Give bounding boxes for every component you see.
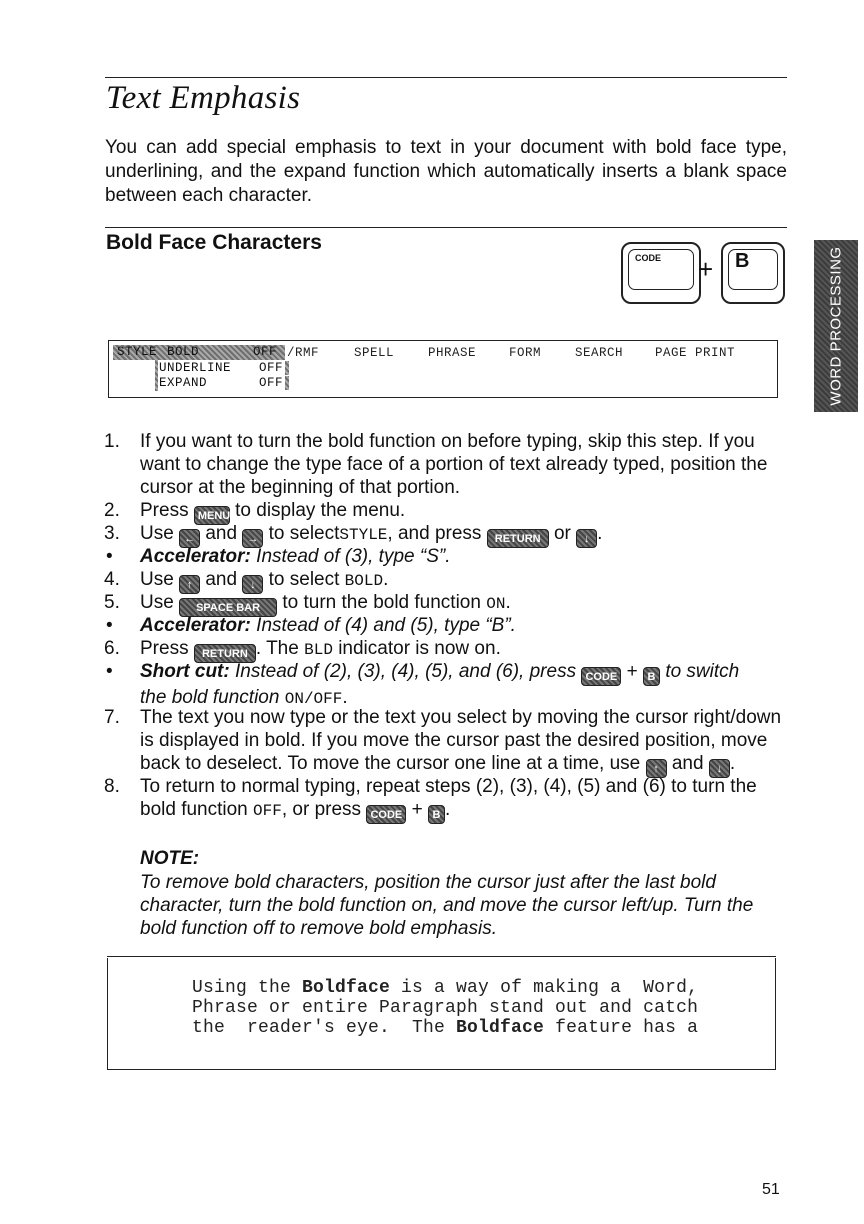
section-title: Bold Face Characters — [106, 231, 322, 254]
space-bar-key-icon: SPACE BAR — [179, 598, 277, 617]
note-heading: NOTE: — [140, 848, 200, 869]
down-arrow-key-icon: ↓ — [242, 575, 263, 594]
code-key-illustration: CODE — [621, 242, 701, 304]
b-key-icon: B — [428, 805, 445, 824]
menu-item-form: FORM — [509, 346, 542, 360]
menu-key-icon: MENU — [194, 506, 230, 525]
down-arrow-key-icon: ↓ — [576, 529, 597, 548]
submenu-underline: UNDERLINE OFF — [157, 361, 285, 375]
return-key-icon: RETURN — [487, 529, 549, 548]
up-arrow-key-icon: ↑ — [179, 575, 200, 594]
sample-text-box — [107, 958, 776, 1070]
right-arrow-key-icon: → — [242, 529, 263, 548]
code-key-icon: CODE — [366, 805, 406, 824]
b-key-icon: B — [643, 667, 660, 686]
sample-box-top-rule — [107, 956, 776, 957]
page-number: 51 — [762, 1181, 780, 1198]
menu-item-search: SEARCH — [575, 346, 624, 360]
up-arrow-key-icon: ↑ — [646, 759, 667, 778]
left-arrow-key-icon: ← — [179, 529, 200, 548]
top-rule — [105, 77, 787, 78]
down-arrow-key-icon: ↓ — [709, 759, 730, 778]
sample-line-2: Phrase or entire Paragraph stand out and catch — [192, 998, 699, 1018]
menu-item-rmf: /RMF — [287, 346, 320, 360]
sample-line-1: Using the Boldface is a way of making a Word, — [192, 978, 699, 998]
menu-item-off: OFF — [253, 345, 278, 359]
note-text: To remove bold characters, position the cursor just after the last bold character, turn the bold function on, and move the cursor left/up. Turn the bold function off to remove bold emphasis. — [140, 872, 754, 939]
menu-item-style: STYLE — [117, 345, 158, 359]
code-key-icon: CODE — [581, 667, 621, 686]
plus-sign: + — [698, 254, 714, 284]
sample-line-3: the reader's eye. The Boldface feature has a — [192, 1018, 699, 1038]
submenu-expand: EXPAND OFF — [157, 376, 285, 390]
menu-item-phrase: PHRASE — [428, 346, 477, 360]
return-key-icon: RETURN — [194, 644, 256, 663]
b-key-illustration: B — [721, 242, 785, 304]
word-processing-tab: WORD PROCESSING — [814, 240, 858, 412]
section-rule — [105, 227, 787, 228]
menu-item-spell: SPELL — [354, 346, 395, 360]
page-title: Text Emphasis — [106, 80, 301, 116]
menu-screen — [108, 340, 778, 398]
menu-item-bold: BOLD — [167, 345, 200, 359]
menu-item-page-print: PAGE PRINT — [655, 346, 736, 360]
intro-paragraph: You can add special emphasis to text in your document with bold face type, underlining, and the expand function which automatically inserts a blank space between each character. — [105, 137, 787, 206]
